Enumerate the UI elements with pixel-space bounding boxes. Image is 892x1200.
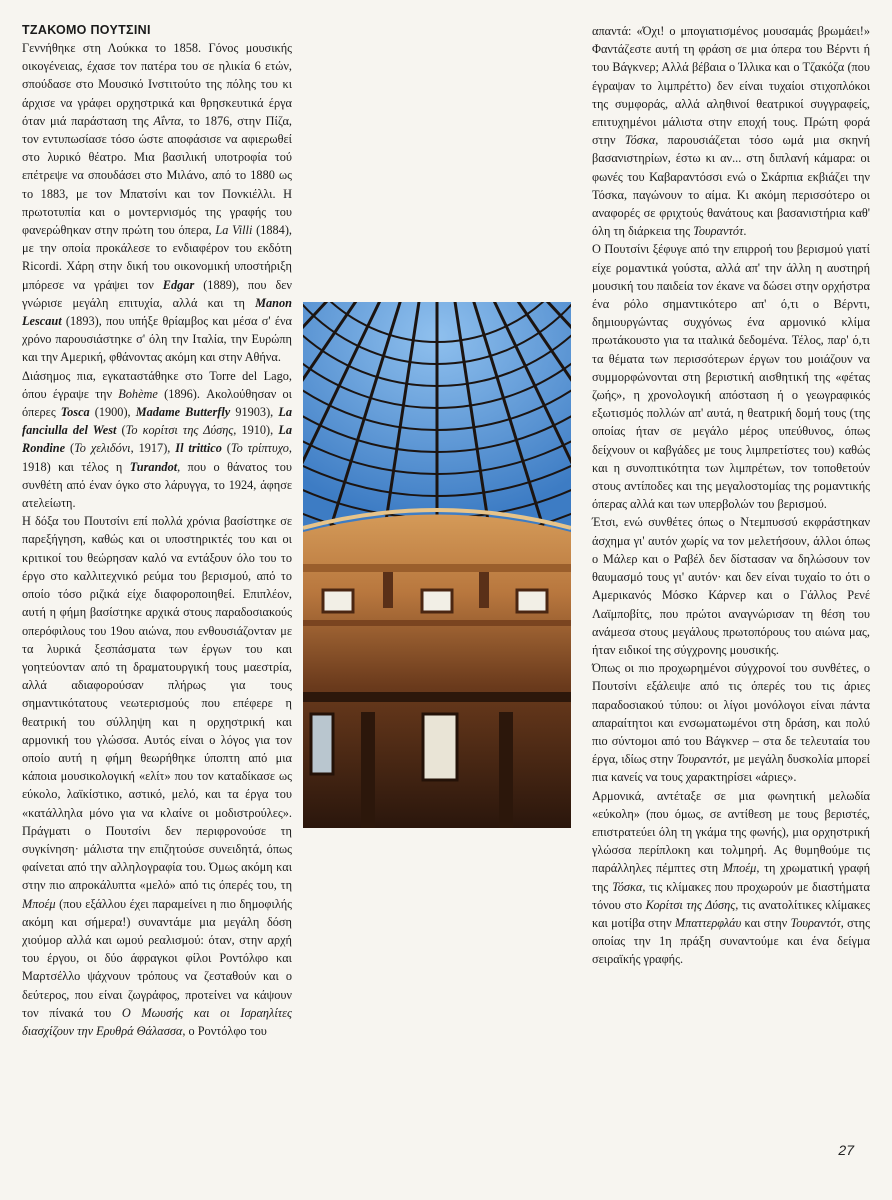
paragraph	[592, 22, 870, 240]
text-run: Ο Πουτσίνι ξέφυγε από την επιρροή του βερισμού γιατί είχε ρομαντικά γούστα, αλλά απ' την άλλη η αυστηρή μουσική του παιδεία τον έκανε να δώσει στην ορχήστρα ένα ρόλο σημαντικότερο απ' ό,τι ο Βέρντι, δημιουργώντας συχγόνως ένα αρμονικό κλίμα πρωτάκουστο για τα ιταλικά δεδομένα. Τέλος, παρ' ό,τι τα θέματα των περισσότερων έργων του μοιάζουν να συμμορφώνονται στη βεριστική αισθητική της «φέτας ζωής», η χρονολογική απόσταση ή ο γεωγραφικός εξωτισμός πολλών απ' αυτά, η θεατρική δομή τους (της οποίας ήταν σε μεγάλο μέρος υπεύθυνος, όπως δείχνουν οι καβγάδες με τους λιμπρετίστες του) καθώς και η συνοπτικότητα των λιμπρέτων, τον τοποθετούν στους αντίποδες και της μεγαλοστομίας της ρομαντικής όπερας αλλά και των υπερβολών του βερισμού.	[592, 242, 870, 512]
text-run: (	[65, 441, 75, 456]
text-run: και στην	[741, 915, 791, 930]
text-run: (1893), που υπήξε θρίαμβος και μέσα σ' ένα χρόνο παρουσιάστηκε σ' όλη την Ιταλία, την Ευρώπη και την Αμερική, φθάνοντας ακόμη και στην Αθήνα.	[22, 314, 292, 365]
text-run: (1889), που δεν γνώρισε μεγάλη επιτυχία, αλλά και τη	[22, 277, 292, 310]
text-run: , τη χρωματική γραφή της	[592, 861, 870, 894]
text-run: .	[743, 224, 747, 239]
text-run: Turandot	[129, 459, 178, 474]
text-run: Μποέμ	[22, 896, 56, 911]
text-run: Bohème	[118, 386, 158, 401]
text-run: , 1917),	[130, 441, 176, 456]
paragraph	[22, 512, 292, 1040]
article-title: ΤΖΑΚΟΜΟ ΠΟΥΤΣΙΝΙ	[22, 23, 151, 37]
text-run: La Villi	[215, 223, 253, 238]
text-run: , το 1876, στην Πίζα, τον εντυπωσίασε τόσο ώστε αποφάσισε να αφιερωθεί στο λυρικό θέατρο. Μια βασιλική υποτροφία τού επέτρεψε να σπουδάσει στο Μιλάνο, από το 1880 ως το 1883, με τον Μπατσίνι και τον Πονκιέλλι. Η πρωτοτυπία και ο μοντερνισμός της γραφής του φανερώθηκαν στην πρώτη του όπερα,	[22, 113, 293, 238]
text-run: Γεννήθηκε στη Λούκκα το 1858. Γόνος μουσικής οικογένειας, έχασε τον πατέρα του σε ηλικία 6 ετών, σπούδασε στο Μουσικό Ινστιτούτο της πόλης του κι άρχισε να γράφει ορχηστρικά και θρησκευτικά έργα όταν μιά παράσταση της	[22, 41, 292, 128]
paragraph	[592, 787, 870, 969]
text-run: Όπως οι πιο προχωρημένοι σύγχρονοί του συνθέτες, ο Πουτσίνι εξάλειψε από τις όπερές του τις άριες παραδοσιακού τύπου: οι λίγοι μονόλογοι είναι πάντα απαραίτητοι και ενσωματωμένοι στη δράση, και πολύ πιο σύντομοι από του Βάγκνερ – στα δε τελευταία του έργα, ιδίως στην	[592, 661, 870, 767]
text-run: (που εξάλλου έχει παραμείνει η πιο δημοφιλής ακόμη και σήμερα!) συναντάμε μια μεγάλη δόση χιούμορ αλλά και ωμού ρεαλισμού: όταν, στην αρχή του έργου, οι δύο άφραγκοι φίλοι Ροντόλφο και Μαρτσέλλο ψάχνουν τρόπους να ζεσταθούν και ο δεύτερος, που είναι ζωγράφος, προτείνει να κάψουν τον πίνακά του	[22, 896, 292, 1020]
text-run: Αρμονικά, αντέταξε σε μια φωνητική μελωδία «εύκολη» (που όμως, σε αντίθεση με τους βεριστές, επιστρατεύει όλη τη γκάμα της φωνής), μια ορχηστρική γλώσσα περίπλοκη και τολμηρή. Ας θυμηθούμε τις παράλληλες πέμπτες στη	[592, 788, 870, 876]
text-run: Τουραντότ	[693, 224, 744, 239]
paragraph	[22, 39, 292, 367]
text-run: (1884), με την οποία προκάλεσε το ενδιαφέρον του εκδότη Ricordi. Χάρη στην δική του οικονομική υποστήριξη μπόρεσε να γράψει τον	[22, 223, 292, 292]
text-run: Κορίτσι της Δύσης	[645, 897, 736, 912]
text-run: Τόσκα	[612, 879, 643, 894]
text-run: Έτσι, ενώ συνθέτες όπως ο Ντεμπυσσύ εκφράστηκαν άσχημα γι' αυτόν χωρίς να τον μελετήσουν, άλλοι όπως ο Μάλερ και ο Ραβέλ δεν δίστασαν να δηλώσουν τον θαυμασμό τους γι' αυτόν· και δεν είναι τυχαίο το ότι ο Αμερικανός Μόσκο Κάρνερ και ο Γάλλος Ρενέ Λαϊμποβίτς, που πρώτοι αναγνώρισαν τη θέση του ανάμεσα στους μεγάλους πρωτοπόρους του αιώνα μας, ήταν ειδικοί της σύγχρονης μουσικής.	[592, 515, 870, 657]
text-run: Aΐντα	[153, 113, 181, 128]
text-run: , 1918) και τέλος η	[22, 441, 292, 474]
text-run: Τουραντότ	[790, 915, 841, 930]
text-run: Διάσημος πια, εγκαταστάθηκε στο Torre del Lago, όπου έγραψε την	[22, 368, 292, 401]
text-run: Το κορίτσι της Δύσης	[125, 423, 234, 438]
text-run: Il trittico	[175, 441, 222, 456]
text-run: (	[116, 423, 126, 438]
text-run: Η δόξα του Πουτσίνι επί πολλά χρόνια βασίστηκε σε παρεξήγηση, καθώς και οι υποστηρικτές του και οι κριτικοί του θεώρησαν καλό να εντάξουν όλο του το έργο στο καλλιτεχνικό ρεύμα του βερισμού, από το οποίο τόσο ριζικά είχε διαφοροποιηθεί. Επιπλέον, αυτή η φήμη βασίστηκε αρχικά στους παραδοσιακούς οπερόφιλους του 19ου αιώνα, που ενθουσιάζονταν με τα λυρικά ξεσπάσματα των έργων του και γοητεύονταν από τη δραματουργική τους μαεστρία, αλλά αδιαφορούσαν πλήρως για τους σημαντικότατους νεωτερισμούς που επέφερε η θεατρική του σύλληψη και η ορχηστρική και αρμονική του γλώσσα. Αυτός είναι ο λόγος για τον οποίο αυτή η φήμη θεωρήθηκε ύποπτη από μια κάποια μουσικολογική «ελίτ» που τον καταδίκασε ως εύκολο, λαϊκίστικο, αστικό, μελό, και τα έργα του «κατάλληλα μόνο για να κλαίνε οι μοδιστρούλες». Πράγματι ο Πουτσίνι δεν περιφρονούσε τη συγκίνηση· μάλιστα την επιζητούσε συνειδητά, όπως φαίνεται από την αλληλογραφία του. Όμως ακόμη και στην πιο απροκάλυπτα «μελό» από τις όπερές του, τη	[22, 514, 292, 893]
text-run: La Rondine	[22, 423, 292, 456]
left-column	[22, 22, 292, 1040]
text-run: , με μεγάλη δυσκολία μπορεί πια κανείς να τους χαρακτηρίσει «άριες».	[592, 752, 870, 785]
text-run: (1900),	[89, 405, 136, 420]
text-run: , 1910),	[233, 423, 279, 438]
text-run: (1896). Ακολούθησαν οι όπερες	[22, 386, 292, 420]
text-run: Τουραντότ	[676, 752, 727, 767]
text-run: 91903),	[230, 405, 279, 420]
text-run: , τις κλίμακες που προχωρούν με διαστήματα τόνου στο	[592, 879, 870, 912]
text-run: Madame Butterfly	[135, 405, 231, 420]
text-run: La fanciulla del West	[22, 405, 292, 438]
text-run: (	[221, 441, 231, 456]
text-run: Manon Lescaut	[22, 295, 292, 329]
paragraph	[592, 659, 870, 786]
text-run: Tosca	[60, 405, 90, 420]
text-run: , που ο θάνατος του συνθέτη από έναν όγκο στο λάρυγγα, το 1924, άφησε ατελείωτη.	[22, 459, 292, 511]
text-run: , τις ανατολίτικες κλίμακες και μοτίβα στην	[592, 897, 870, 930]
text-run: Το τρίπτυχο	[230, 441, 289, 456]
text-run: , ο Ροντόλφο του	[182, 1023, 267, 1038]
paragraph	[592, 240, 870, 513]
paragraph	[22, 367, 292, 513]
text-run: , παρουσιάζεται τόσο ωμά μια σκηνή βασανιστηρίων, έστω κι αν... στη διπλανή κάμαρα: οι φωνές του Καβαραντόσσι ενώ ο Σκάρπια εκβιάζει την Τόσκα, παγώνουν το αίμα. Κι ακόμη περισσότερο οι αναφορές σε φριχτούς θανάτους και βασανιστήρια καθ' όλη τη διάρκεια της	[592, 133, 870, 239]
paragraph	[592, 513, 870, 659]
text-run: Το χελιδόνι	[74, 441, 131, 456]
right-column	[592, 22, 870, 969]
text-run: απαντά: «Όχι! ο μπογιατισμένος μουσαμάς βρωμάει!» Φαντάζεστε αυτή τη φράση σε μια όπερα του Βέρντι ή του Βάγκνερ; Αλλά βέβαια ο Ίλλικα και ο Τζακόζα (που έγραψαν το λιμπρέττο) δεν είναι τυχαίοι στιχοπλόκοι της συμφοράς, αλλά αληθινοί θεατρικοί συγγραφείς, επιτυχημένοι μάλιστα στην εποχή τους. Πρώτη φορά στην	[592, 24, 870, 148]
text-run: Τόσκα	[624, 133, 656, 148]
page-number: 27	[838, 1142, 854, 1158]
gallery-dome-photo	[303, 302, 571, 828]
text-run: Μπαττερφλάυ	[674, 915, 742, 930]
text-run: Μποέμ	[722, 861, 757, 876]
text-run: Ο Μωυσής και οι Ισραηλίτες διασχίζουν την Ερυθρά Θάλασσα	[22, 1005, 292, 1038]
text-run: , στης οποίας την 1η πράξη συναντούμε και ένα δείγμα σειραϊκής γραφής.	[592, 915, 870, 967]
text-run: Edgar	[162, 277, 195, 292]
